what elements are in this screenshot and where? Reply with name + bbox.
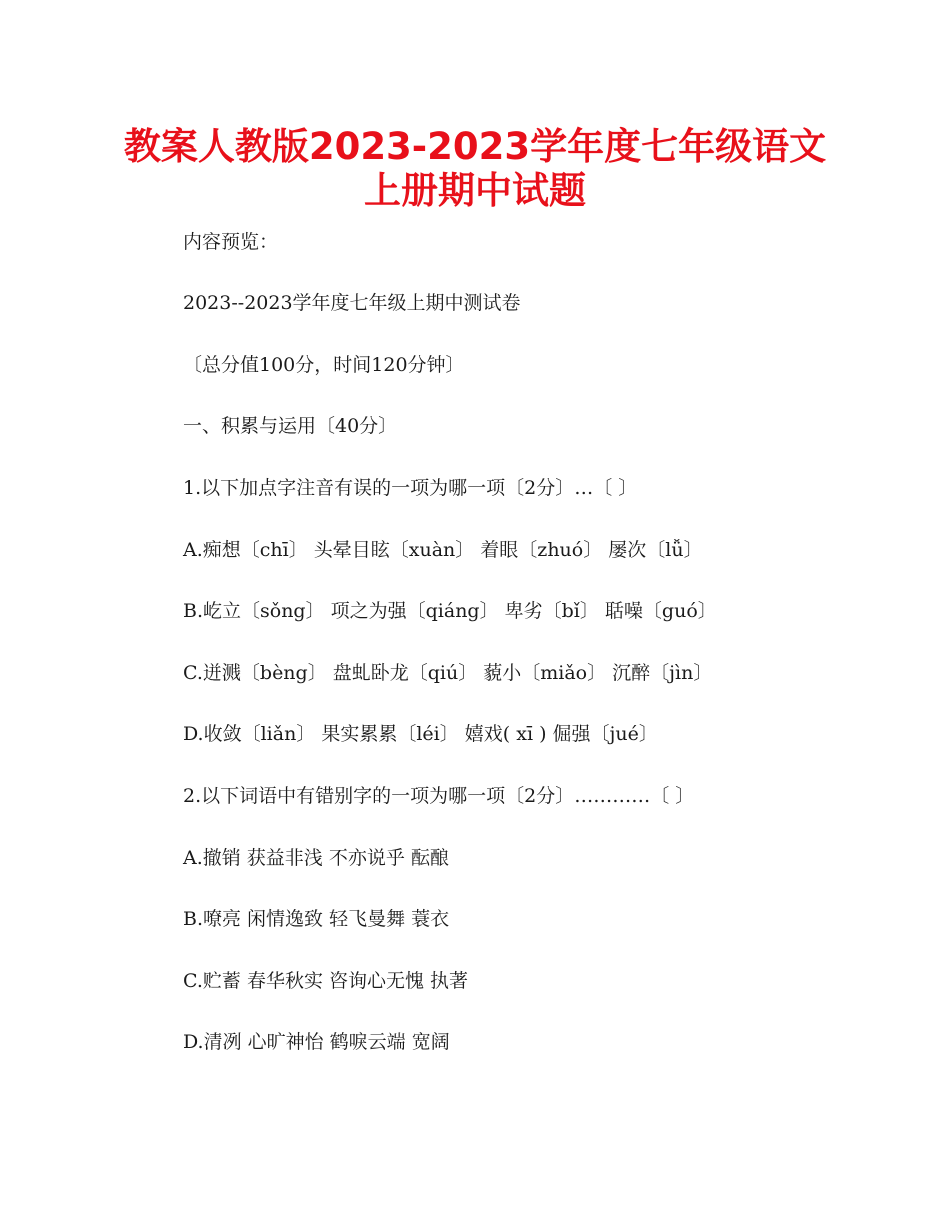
question-1-option-c: C.迸溅〔bèng〕 盘虬卧龙〔qiú〕 藐小〔miǎo〕 沉醉〔jìn〕 <box>183 662 713 684</box>
question-1-option-b: B.屹立〔sǒng〕 项之为强〔qiáng〕 卑劣〔bǐ〕 聒噪〔guó〕 <box>183 600 717 622</box>
question-2-option-a: A.撤销 获益非浅 不亦说乎 酝酿 <box>183 847 449 869</box>
document-title-line-1: 教案人教版2023-2023学年度七年级语文 <box>123 125 827 168</box>
exam-name: 2023--2023学年度七年级上期中测试卷 <box>183 292 521 314</box>
document-title-line-2: 上册期中试题 <box>364 169 586 212</box>
question-1-option-a: A.痴想〔chī〕 头晕目眩〔xuàn〕 着眼〔zhuó〕 屡次〔lǚ〕 <box>183 539 703 561</box>
section-heading: 一、积累与运用〔40分〕 <box>183 415 398 437</box>
question-1-option-d: D.收敛〔liǎn〕 果实累累〔léi〕 嬉戏( xī ) 倔强〔jué〕 <box>183 723 658 745</box>
question-2-option-b: B.嘹亮 闲情逸致 轻飞曼舞 蓑衣 <box>183 908 450 930</box>
content-preview-label: 内容预览： <box>183 231 279 253</box>
question-2: 2.以下词语中有错别字的一项为哪一项〔2分〕…………〔 〕 <box>183 785 695 807</box>
exam-score-time: 〔总分值100分，时间120分钟〕 <box>183 354 465 376</box>
question-2-option-d: D.清冽 心旷神怡 鹤唳云端 宽阔 <box>183 1031 450 1053</box>
question-1: 1.以下加点字注音有误的一项为哪一项〔2分〕…〔 〕 <box>183 477 638 499</box>
question-2-option-c: C.贮蓄 春华秋实 咨询心无愧 执著 <box>183 970 469 992</box>
